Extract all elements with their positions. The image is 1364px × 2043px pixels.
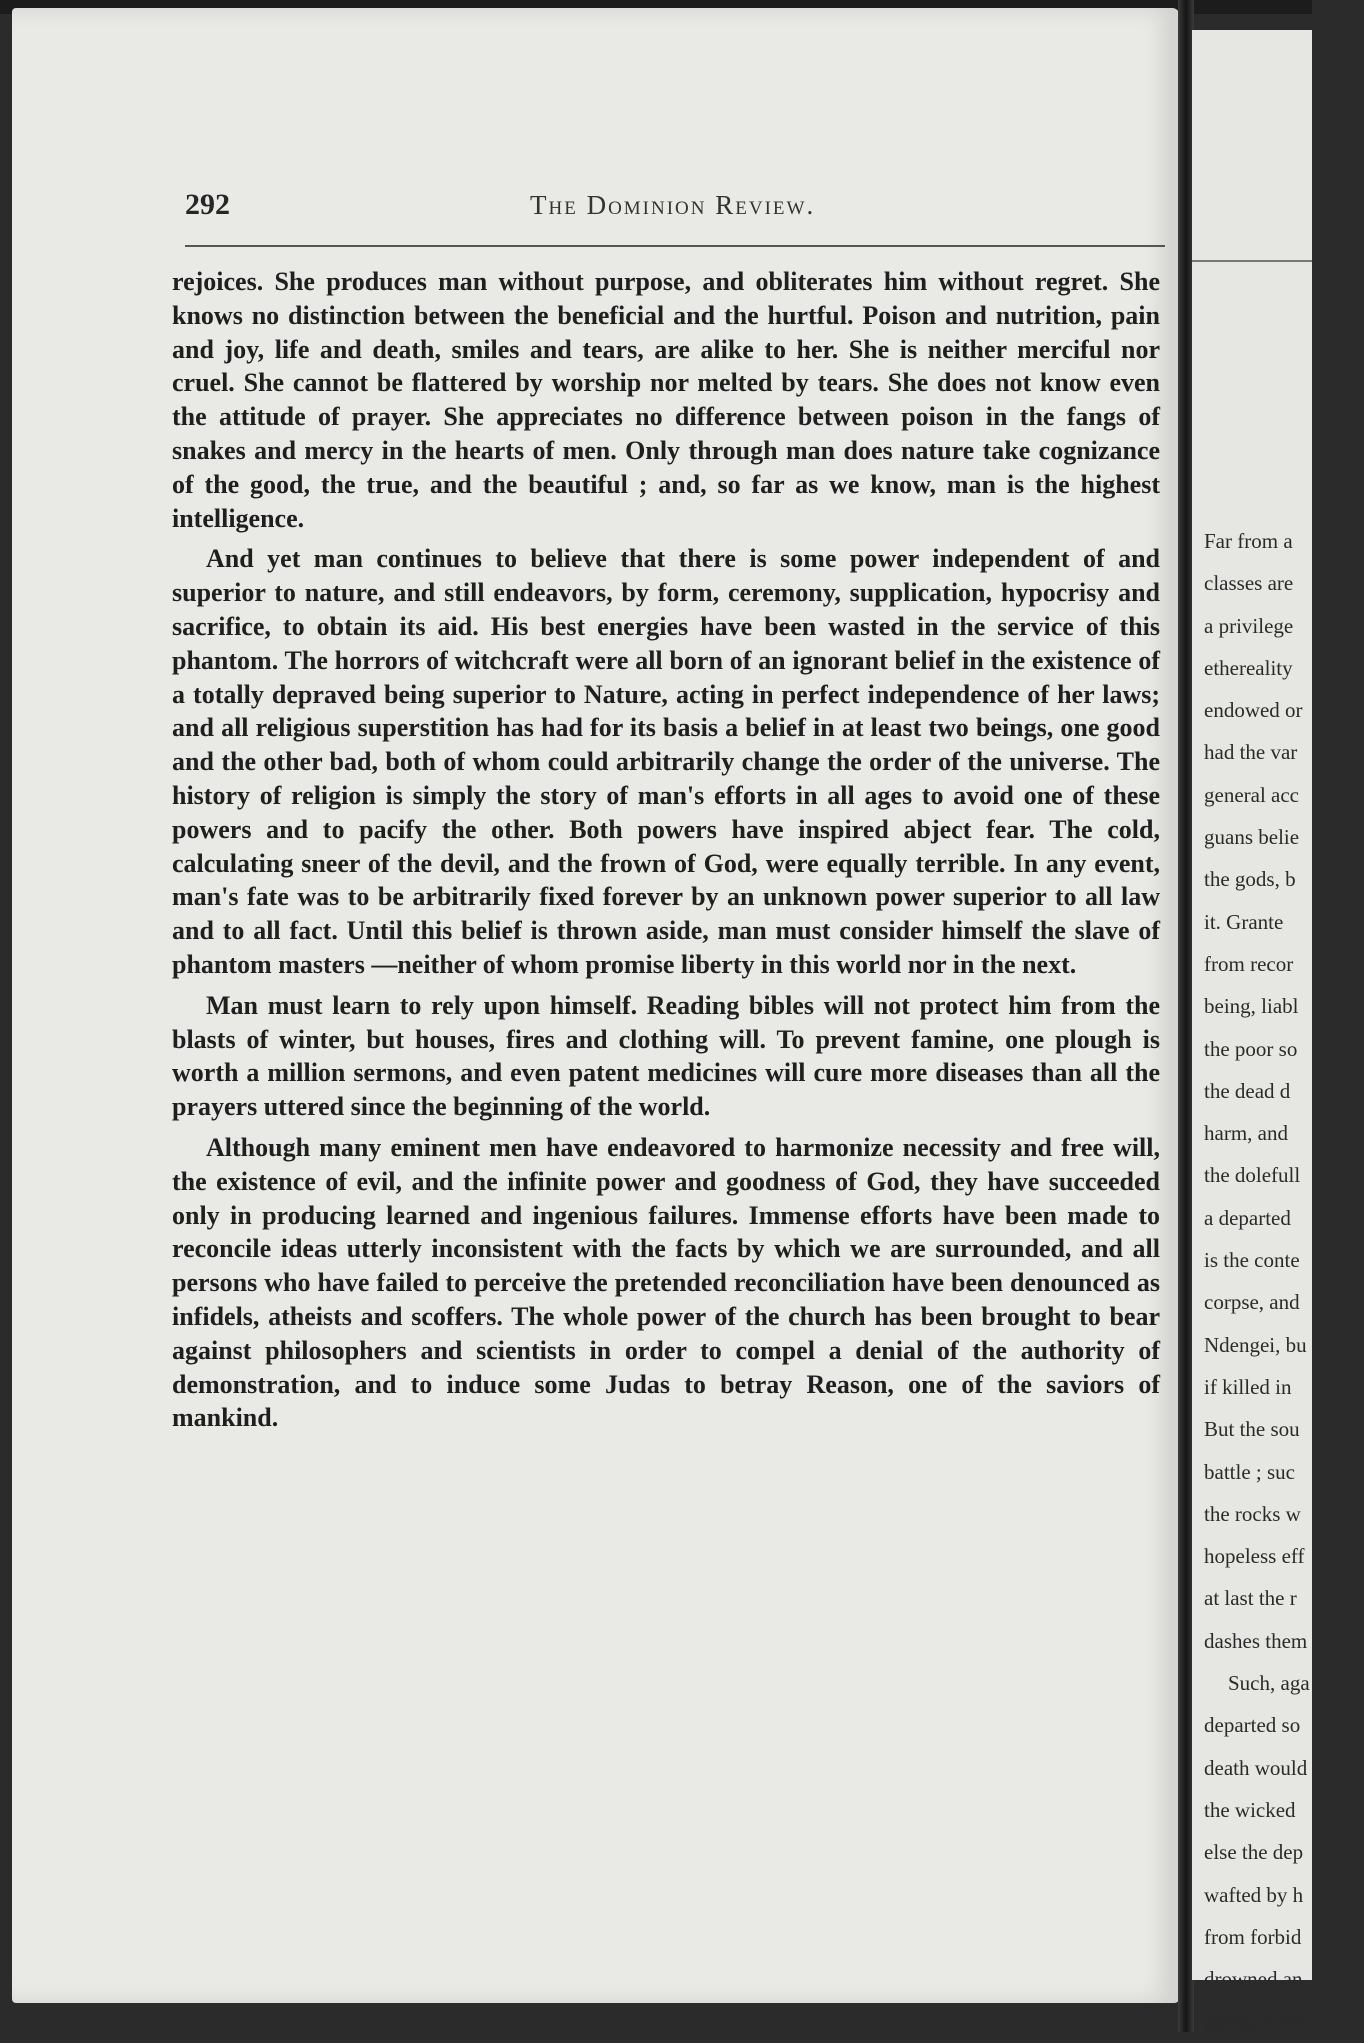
article-body (172, 265, 1160, 1442)
text-line: drowned an (1204, 1967, 1303, 1992)
text-line: the rocks w (1204, 1501, 1301, 1526)
page-header (185, 180, 1165, 230)
text-line: is the conte (1204, 1248, 1300, 1273)
text-line: ethereality (1204, 655, 1293, 680)
text-line: death would (1204, 1755, 1308, 1780)
text-line: endowed or (1204, 698, 1303, 723)
header-rule (185, 245, 1165, 247)
text-line: classes are (1204, 571, 1294, 596)
running-title: The Dominion Review. (530, 190, 816, 220)
text-line: else the dep (1204, 1840, 1304, 1865)
text-line: the poor so (1204, 1036, 1298, 1061)
text-line: the wicked (1204, 1797, 1296, 1822)
text-line: hopeless eff (1204, 1544, 1305, 1569)
text-line: Far from a (1204, 529, 1293, 553)
text-line: dashes them (1204, 1628, 1308, 1653)
text-line: it. Grante (1204, 909, 1284, 934)
page-number: 292 (185, 188, 230, 221)
text-line: being, liabl (1204, 994, 1299, 1019)
text-line: ghost, if we (1204, 2009, 1303, 2034)
text-line: the dead d (1204, 1078, 1291, 1103)
right-page-fragment (1192, 30, 1312, 2034)
text-line: wafted by h (1204, 1882, 1304, 1907)
text-line: Such, aga (1228, 1671, 1310, 1696)
text-line: Ndengei, bu (1204, 1332, 1307, 1357)
paragraph: Although many eminent men have endeavored to harmonize necessity and free will, the existence of evil, and the infinite power and goodness of God, they have succeeded only in producing learned and ingenious failures. Immense efforts have been made to reconcile ideas utterly inconsistent with the facts by which we are surrounded, and all persons who have failed to perceive the pretended reconciliation have been denounced as infidels, atheists and scoffers. The whole power of the church has been brought to bear against philosophers and scientists in order to compel a denial of the authority of demonstration, and to induce some Judas to betray Reason, one of the saviors of mankind. (172, 1132, 1160, 1433)
text-line: general acc (1204, 782, 1300, 807)
text-line: guans belie (1204, 825, 1300, 850)
paragraph: rejoices. She produces man without purpose, and obliterates him without regret. She knows no distinction between the beneficial and the hurtful. Poison and nutrition, pain and joy, life and death, smiles and tears, are alike to her. She is neither merciful nor cruel. She cannot be flattered by worship nor melted by tears. She does not know even the attitude of prayer. She appreciates no difference between poison in the fangs of snakes and mercy in the hearts of men. Only through man does nature take cognizance of the good, the true, and the beautiful ; and, so far as we know, man is the highest intelligence. (172, 267, 1160, 533)
text-line: the dolefull (1204, 1163, 1301, 1188)
text-line: at last the r (1204, 1586, 1297, 1611)
text-line: the gods, b (1204, 867, 1296, 892)
right-header-rule (1192, 260, 1312, 262)
text-line: departed so (1204, 1713, 1301, 1738)
text-line: from recor (1204, 951, 1294, 976)
text-line: if killed in (1204, 1374, 1292, 1399)
text-line: But the sou (1204, 1417, 1300, 1442)
text-line: a departed (1204, 1205, 1291, 1230)
text-line: had the var (1204, 740, 1298, 765)
paragraph: Man must learn to rely upon himself. Reading bibles will not protect him from the blasts of winter, but houses, fires and clothing will. To prevent famine, one plough is worth a million sermons, and even patent medicines will cure more diseases than all the prayers uttered since the beginning of the world. (172, 990, 1160, 1122)
text-line: harm, and (1204, 1121, 1288, 1146)
paragraph: And yet man continues to believe that there is some power independent of and superior to nature, and still endeavors, by form, ceremony, supplication, hypocrisy and sacrifice, to obtain its aid. His best energies have been wasted in the service of this phantom. The horrors of witchcraft were all born of an ignorant belief in the existence of a totally depraved being superior to Nature, acting in perfect independence of her laws; and all religious superstition has had for its basis a belief in at least two beings, one good and the other bad, both of whom could arbitrarily change the order of the universe. The history of religion is simply the story of man's efforts in all ages to avoid one of these powers and to pacify the other. Both powers have inspired abject fear. The cold, calculating sneer of the devil, and the frown of God, were equally terrible. In any event, man's fate was to be arbitrarily fixed forever by an unknown power superior to all law and to all fact. Until this belief is thrown aside, man must consider himself the slave of phantom masters —neither of whom promise liberty in this world nor in the next. (172, 544, 1160, 979)
right-page-text (1204, 520, 1364, 2043)
text-line: battle ; suc (1204, 1459, 1295, 1484)
text-line: a privilege (1204, 613, 1294, 638)
text-line: from forbid (1204, 1924, 1302, 1949)
text-line: corpse, and (1204, 1290, 1300, 1315)
